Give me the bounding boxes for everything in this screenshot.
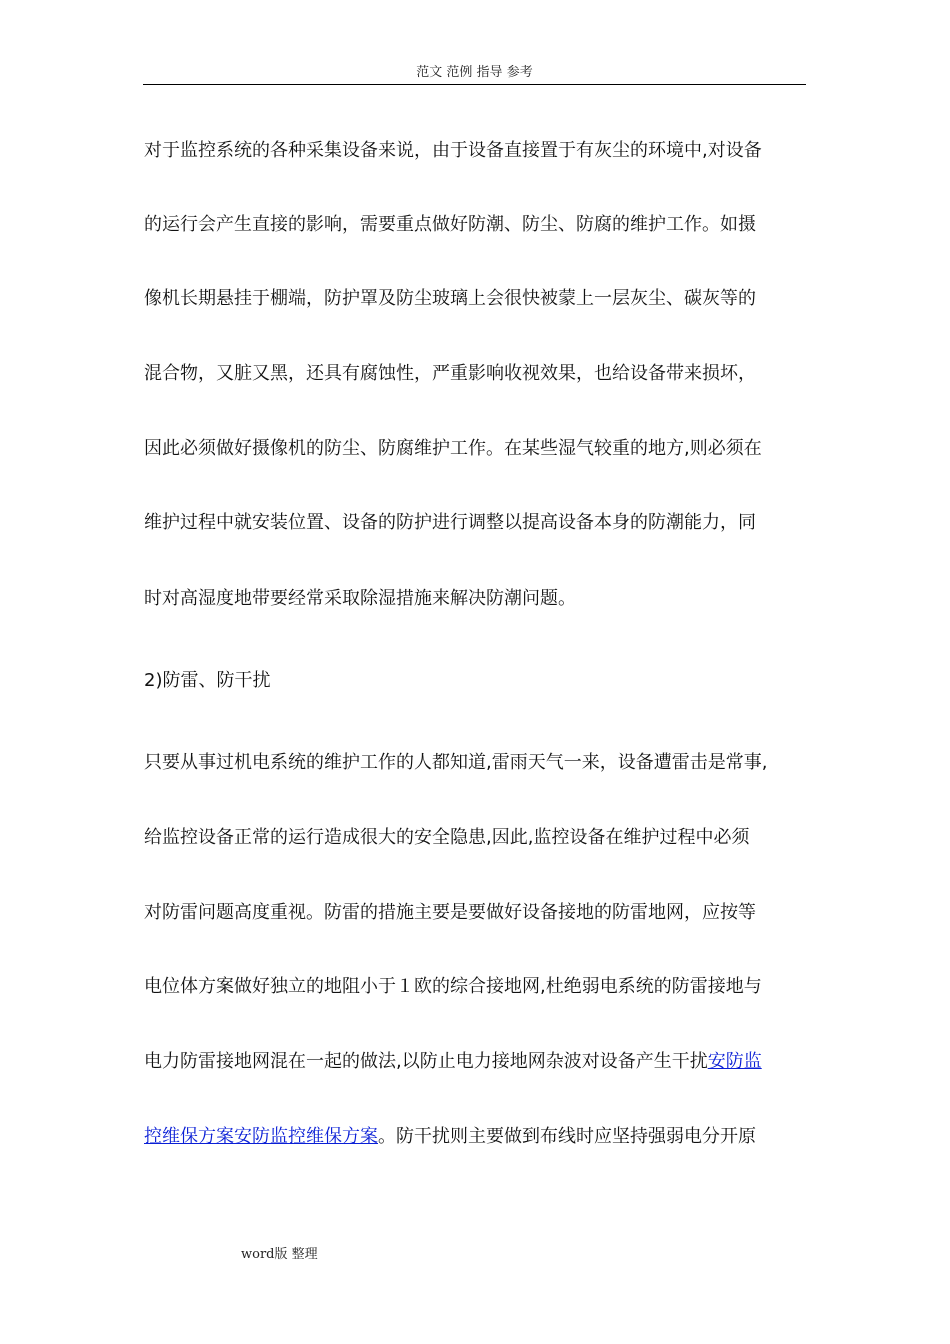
body-line-7: 时对高湿度地带要经常采取除湿措施来解决防潮问题。 [144, 588, 576, 609]
body-line-2: 的运行会产生直接的影响，需要重点做好防潮、防尘、防腐的维护工作。如摄 [144, 214, 756, 235]
body-line-8: 只要从事过机电系统的维护工作的人都知道,雷雨天气一来，设备遭雷击是常事, [144, 752, 768, 773]
body-line-13-text: 。防干扰则主要做到布线时应坚持强弱电分开原 [378, 1126, 756, 1147]
body-line-6: 维护过程中就安装位置、设备的防护进行调整以提高设备本身的防潮能力，同 [144, 512, 756, 533]
link-security-plan-part2[interactable]: 控维保方案安防监控维保方案 [144, 1126, 378, 1147]
body-line-9: 给监控设备正常的运行造成很大的安全隐患,因此,监控设备在维护过程中必须 [144, 827, 750, 848]
body-line-3: 像机长期悬挂于棚端，防护罩及防尘玻璃上会很快被蒙上一层灰尘、碳灰等的 [144, 288, 756, 309]
body-line-4: 混合物，又脏又黑，还具有腐蚀性，严重影响收视效果，也给设备带来损坏， [144, 363, 756, 384]
body-line-12-text: 电力防雷接地网混在一起的做法,以防止电力接地网杂波对设备产生干扰 [144, 1051, 708, 1072]
section-heading: 2)防雷、防干扰 [144, 670, 271, 691]
body-line-13 [144, 1124, 806, 1150]
body-line-12 [144, 1049, 806, 1075]
page-footer: word版 整理 [241, 1247, 318, 1262]
link-security-plan-part1[interactable]: 安防监 [707, 1051, 762, 1072]
page-header: 范文 范例 指导 参考 [143, 62, 806, 85]
body-line-1: 对于监控系统的各种采集设备来说，由于设备直接置于有灰尘的环境中,对设备 [144, 140, 762, 161]
body-line-10: 对防雷问题高度重视。防雷的措施主要是要做好设备接地的防雷地网，应按等 [144, 902, 756, 923]
body-line-11: 电位体方案做好独立的地阻小于１欧的综合接地网,杜绝弱电系统的防雷接地与 [144, 976, 762, 997]
body-line-5: 因此必须做好摄像机的防尘、防腐维护工作。在某些湿气较重的地方,则必须在 [144, 438, 762, 459]
